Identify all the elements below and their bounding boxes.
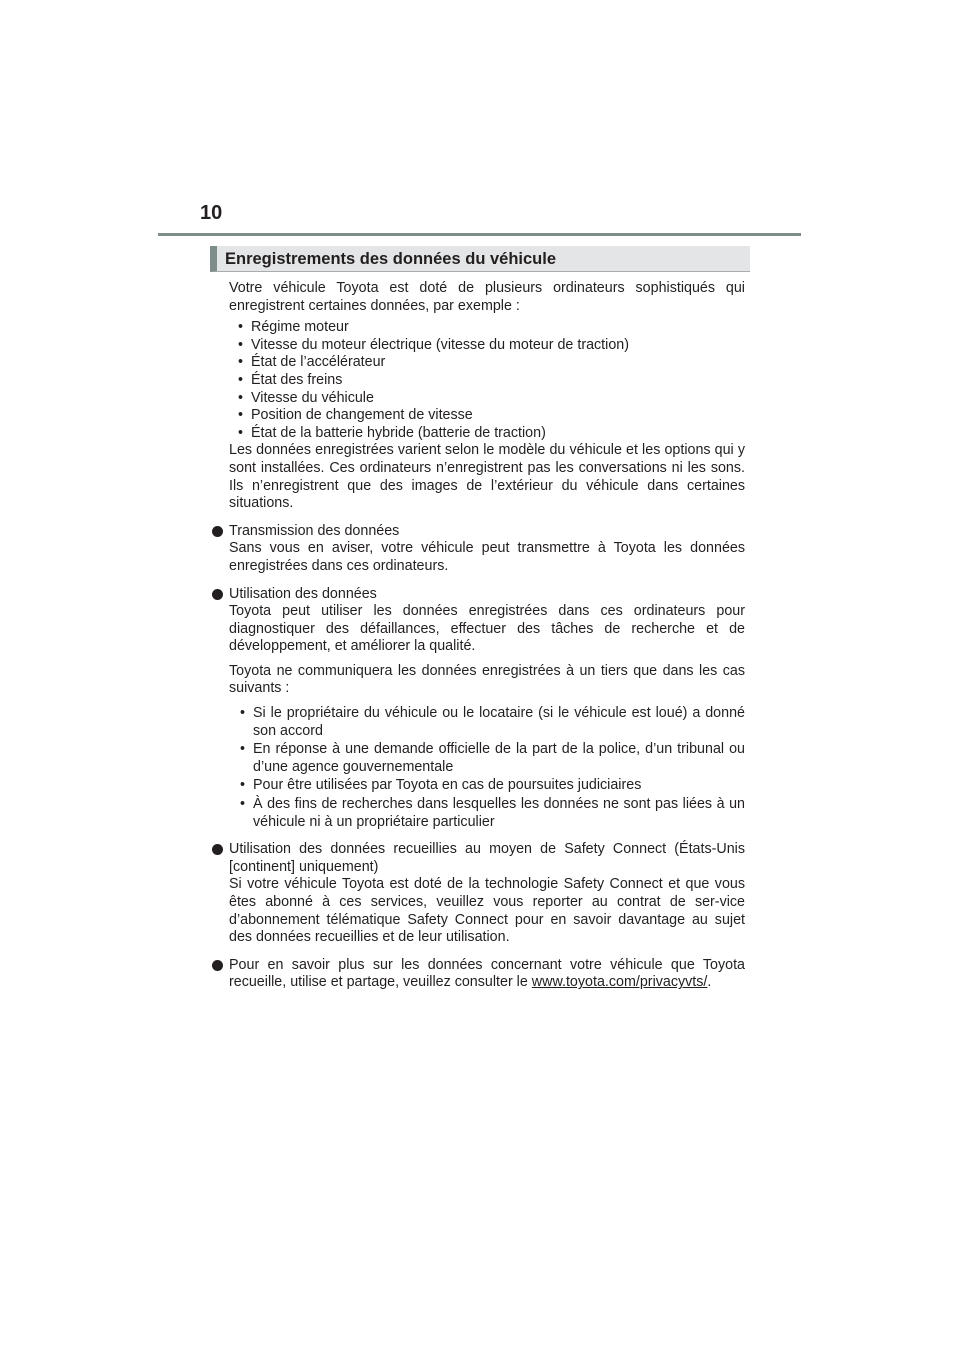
list-item: • À des fins de recherches dans lesquelles les données ne sont pas liées à un véhicule ni à un propriétaire particulier [240, 796, 745, 830]
list-item: • État de la batterie hybride (batterie de traction) [238, 424, 546, 441]
bullet-icon: • [238, 319, 244, 336]
usage-cases-list [229, 705, 745, 831]
list-item: • Si le propriétaire du véhicule ou le locataire (si le véhicule est loué) a donné son accord [240, 705, 745, 739]
bullet-icon: • [240, 705, 246, 722]
usage-title: Utilisation des données [229, 585, 377, 602]
section-heading: Enregistrements des données du véhicule [210, 246, 750, 272]
bullet-icon: • [240, 741, 246, 758]
after-list-paragraph: Les données enregistrées varient selon le modèle du véhicule et les options qui y sont installées. Ces ordinateurs n’enregistrent pas les conversations ni les sons. Ils n’enregistrent que des images de l’extérieur du véhicule dans certaines situations. [229, 442, 745, 512]
usage-section [229, 586, 745, 832]
list-item: • Régime moteur [238, 319, 349, 336]
list-item: • Position de changement de vitesse [238, 407, 473, 424]
more-info-end: . [707, 974, 712, 991]
bullet-icon: • [240, 777, 246, 794]
data-item-list [229, 319, 745, 442]
bullet-icon: • [240, 796, 246, 813]
header-rule [158, 233, 801, 236]
bullet-icon: • [238, 424, 244, 441]
safety-connect-text: Si votre véhicule Toyota est doté de la technologie Safety Connect et que vous êtes abonné à ces services, veuillez vous reporter au contrat de ser-vice d’abonnement télématique Safety Connect pour en savoir davantage au sujet des données recueillies et de leur utilisation. [229, 876, 745, 946]
transmission-text: Sans vous en aviser, votre véhicule peut transmettre à Toyota les données enregistrées dans ces ordinateurs. [229, 540, 745, 574]
body-content [229, 280, 745, 992]
bullet-icon: • [238, 371, 244, 388]
bullet-icon: • [238, 389, 244, 406]
bullet-icon: • [238, 336, 244, 353]
privacy-link[interactable]: www.toyota.com/privacyvts/ [531, 974, 708, 991]
list-item: • En réponse à une demande officielle de la part de la police, d’un tribunal ou d’une agence gouvernementale [240, 741, 745, 775]
bullet-icon: • [238, 354, 244, 371]
more-info-text: Pour en savoir plus sur les données concernant votre véhicule que Toyota recueille, utilise et partage, veuillez consulter le [229, 956, 745, 991]
filled-circle-icon [212, 589, 223, 600]
intro-paragraph: Votre véhicule Toyota est doté de plusieurs ordinateurs sophistiqués qui enregistrent certaines données, par exemple : [229, 280, 745, 314]
list-item: • Vitesse du moteur électrique (vitesse du moteur de traction) [238, 336, 629, 353]
list-item: • Vitesse du véhicule [238, 389, 374, 406]
list-item: • Pour être utilisées par Toyota en cas de poursuites judiciaires [240, 777, 642, 794]
list-item: • État de l’accélérateur [238, 354, 386, 371]
transmission-section [229, 523, 745, 576]
more-info-section [229, 957, 745, 992]
safety-connect-section [229, 841, 745, 947]
page-number: 10 [200, 202, 223, 224]
bullet-icon: • [238, 407, 244, 424]
filled-circle-icon [212, 844, 223, 855]
list-item: • État des freins [238, 371, 343, 388]
transmission-title: Transmission des données [229, 522, 400, 539]
usage-text-1: Toyota peut utiliser les données enregistrées dans ces ordinateurs pour diagnostiquer des défaillances, effectuer des tâches de recherche et de développement, et améliorer la qualité. [229, 603, 745, 655]
filled-circle-icon [212, 960, 223, 971]
filled-circle-icon [212, 526, 223, 537]
usage-text-2: Toyota ne communiquera les données enregistrées à un tiers que dans les cas suivants : [229, 662, 745, 697]
safety-connect-title: Utilisation des données recueillies au moyen de Safety Connect (États-Unis [continent] uniquement) [229, 841, 745, 875]
